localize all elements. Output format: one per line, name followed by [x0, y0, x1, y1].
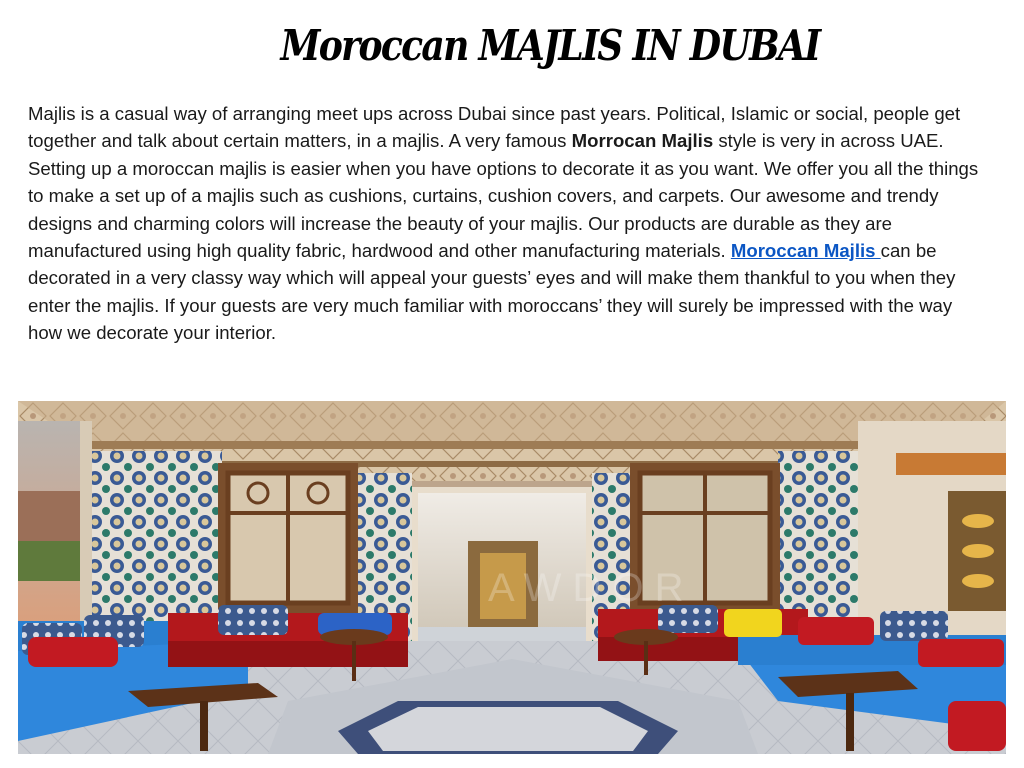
body-paragraph: [28, 100, 988, 347]
svg-text:A W D O R: A W D O R: [488, 566, 684, 610]
paragraph-text-2: style is very in across UAE. Setting up a moroccan majlis is easier when you have options to decorate it as you want. We offer you all the things to make a set up of a majlis such as cushions, curtains, cushion covers, and carpets. Our awesome and trendy designs and charming colors will increase the beauty of your majlis. Our products are durable as they are manufactured using high quality fabric, hardwood and other manufacturing materials.: [28, 130, 979, 262]
paragraph-text-1: Majlis is a casual way of arranging meet ups across Dubai since past years. Political, Islamic or social, people get together and talk about certain matters, in a majlis. A very famous: [28, 103, 961, 152]
photo-moroccan-majlis-icon: [18, 401, 1006, 754]
paragraph-bold-term: Morrocan Majlis: [571, 130, 714, 152]
page-title: Moroccan MAJLIS IN DUBAI: [280, 21, 820, 70]
moroccan-majlis-link[interactable]: Moroccan Majlis: [730, 240, 881, 262]
majlis-photo: [18, 401, 1006, 754]
paragraph-text-3: can be decorated in a very classy way which will appeal your guests’ eyes and will make them thankful to you when they enter the majlis. If your guests are very much familiar with moroccans’ they will surely be impressed with the way how we decorate your interior.: [28, 240, 956, 344]
